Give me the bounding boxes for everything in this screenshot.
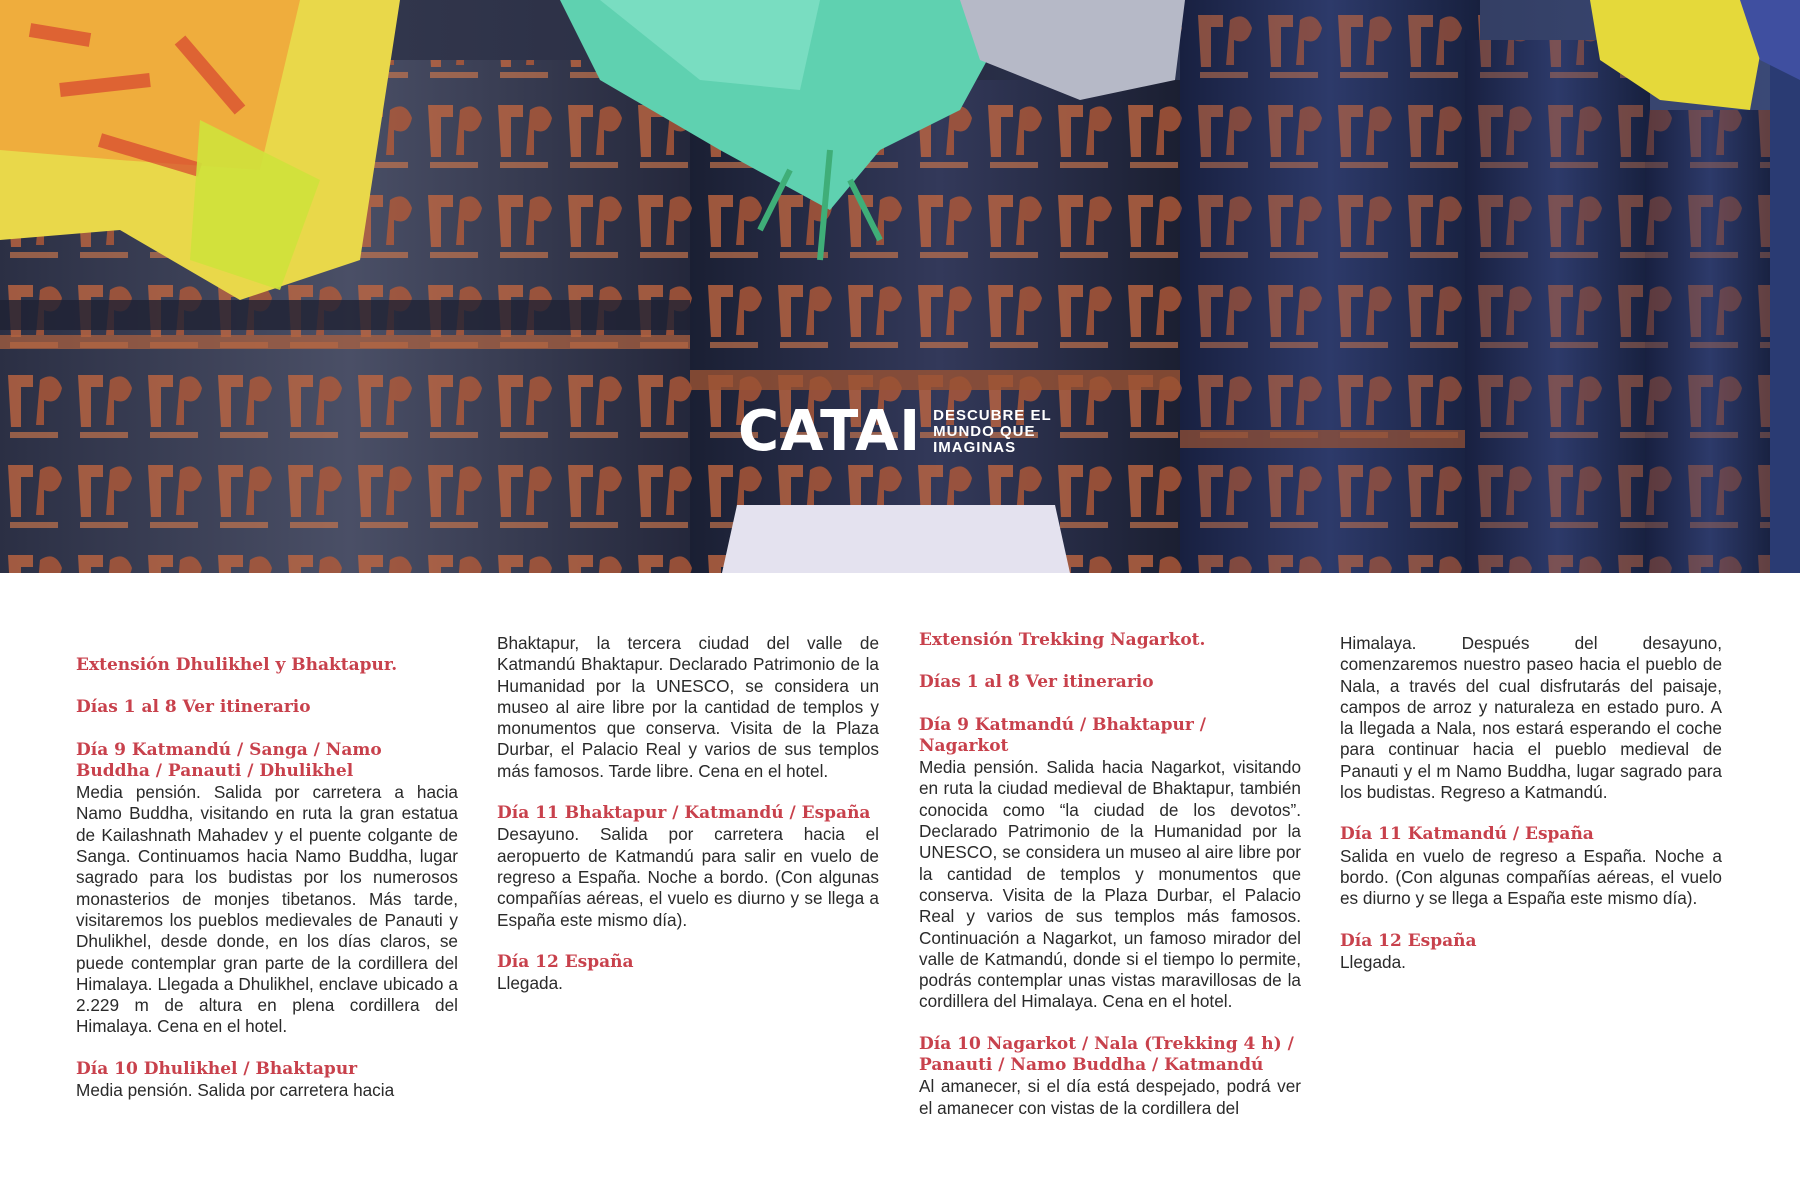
- day-block: [1340, 633, 1722, 803]
- day-title: Día 11 Bhaktapur / Katmandú / España: [497, 803, 871, 824]
- extension-heading: Extensión Dhulikhel y Bhaktapur.: [76, 655, 398, 675]
- brand-tagline: DESCUBRE EL MUNDO QUE IMAGINAS: [933, 408, 1052, 456]
- day-text: Himalaya. Después del desayuno, comenzaremos nuestro paseo hacia el pueblo de Nala, a través del cual disfrutarás del paisaje, campos de arroz y naturaleza en estado puro. A la llegada a Nala, nos estará esperando el coche para continuar hacia el pueblo medieval de Panauti y el m Namo Buddha, lugar sagrado para los budistas. Regreso a Katmandú.: [1340, 633, 1722, 803]
- day-block: [497, 803, 879, 931]
- day-text: Media pensión. Salida por carretera a hacia Namo Buddha, visitando en ruta la gran estatua de Kailashnath Mahadev y el puente colgante de Sanga. Continuamos hacia Namo Buddha, lugar sagrado para los budistas por los numerosos monasterios de monjes tibetanos. Más tarde, visitaremos los pueblos medievales de Panauti y Dhulikhel, desde donde, en los días claros, se puede contemplar gran parte de la cordillera del Himalaya. Llegada a Dhulikhel, enclave ubicado a 2.229 m de altura en plena cordillera del Himalaya. Cena en el hotel.: [76, 782, 458, 1037]
- brand-logo: [738, 399, 1063, 464]
- day-block: [919, 1034, 1301, 1119]
- day-text: Llegada.: [497, 973, 563, 994]
- day-text: Media pensión. Salida por carretera hacia: [76, 1080, 395, 1101]
- day-block: [497, 952, 879, 995]
- day-title: Día 12 España: [1340, 930, 1477, 951]
- brand-name: CATAI: [738, 399, 922, 464]
- day-block: [1340, 824, 1722, 909]
- day-block: [76, 1059, 458, 1102]
- days-intro: Días 1 al 8 Ver itinerario: [919, 672, 1154, 693]
- day-title: Día 10 Dhulikhel / Bhaktapur: [76, 1058, 358, 1079]
- days-intro: Días 1 al 8 Ver itinerario: [76, 697, 311, 718]
- day-title: Día 9 Katmandú / Bhaktapur / Nagarkot: [919, 714, 1206, 756]
- day-block: [1340, 931, 1722, 974]
- day-text: Bhaktapur, la tercera ciudad del valle de Katmandú Bhaktapur. Declarado Patrimonio de la Humanidad por la UNESCO, se considera un museo al aire libre por la cantidad de templos y monumentos que conserva. Visita de la Plaza Durbar, el Palacio Real y varios de sus templos más famosos. Tarde libre. Cena en el hotel.: [497, 633, 879, 781]
- day-text: Al amanecer, si el día está despejado, podrá ver el amanecer con vistas de la cordillera del: [919, 1076, 1301, 1118]
- column-3: [919, 630, 1301, 1140]
- day-text: Salida en vuelo de regreso a España. Noche a bordo. (Con algunas compañías aéreas, el vuelo es diurno y se llega a España este mismo día).: [1340, 845, 1722, 909]
- day-block: [919, 715, 1301, 1013]
- extension-heading: Extensión Trekking Nagarkot.: [919, 630, 1206, 650]
- prayer-wheels-photo-icon: [0, 0, 1800, 573]
- day-text: Llegada.: [1340, 951, 1406, 972]
- column-1: [76, 655, 458, 1122]
- column-4: [1340, 633, 1722, 994]
- day-text: Desayuno. Salida por carretera hacia el aeropuerto de Katmandú para salir en vuelo de regreso a España. Noche a bordo. (Con algunas compañías aéreas, el vuelo es diurno y se llega a España este mismo día).: [497, 824, 879, 930]
- column-2: [497, 633, 879, 1015]
- day-title: Día 11 Katmandú / España: [1340, 824, 1594, 845]
- day-title: Día 10 Nagarkot / Nala (Trekking 4 h) / Panauti / Namo Buddha / Katmandú: [919, 1033, 1294, 1076]
- day-block: [76, 740, 458, 1038]
- hero-image: [0, 0, 1800, 573]
- day-title: Día 12 España: [497, 951, 634, 972]
- day-block: [497, 633, 879, 782]
- day-text: Media pensión. Salida hacia Nagarkot, visitando en ruta la ciudad medieval de Bhaktapur, también conocida como “la ciudad de los devotos”. Declarado Patrimonio de la Humanidad por la UNESCO, se considera un museo al aire libre por la cantidad de templos y monumentos que conserva. Visita de la Plaza Durbar, el Palacio Real y varios de sus templos más famosos. Continuación a Nagarkot, un famoso mirador del valle de Katmandú, donde si el tiempo lo permite, podrás contemplar unas vistas maravillosas de la cordillera del Himalaya. Cena en el hotel.: [919, 757, 1301, 1012]
- day-title: Día 9 Katmandú / Sanga / Namo Buddha / Panauti / Dhulikhel: [76, 739, 382, 781]
